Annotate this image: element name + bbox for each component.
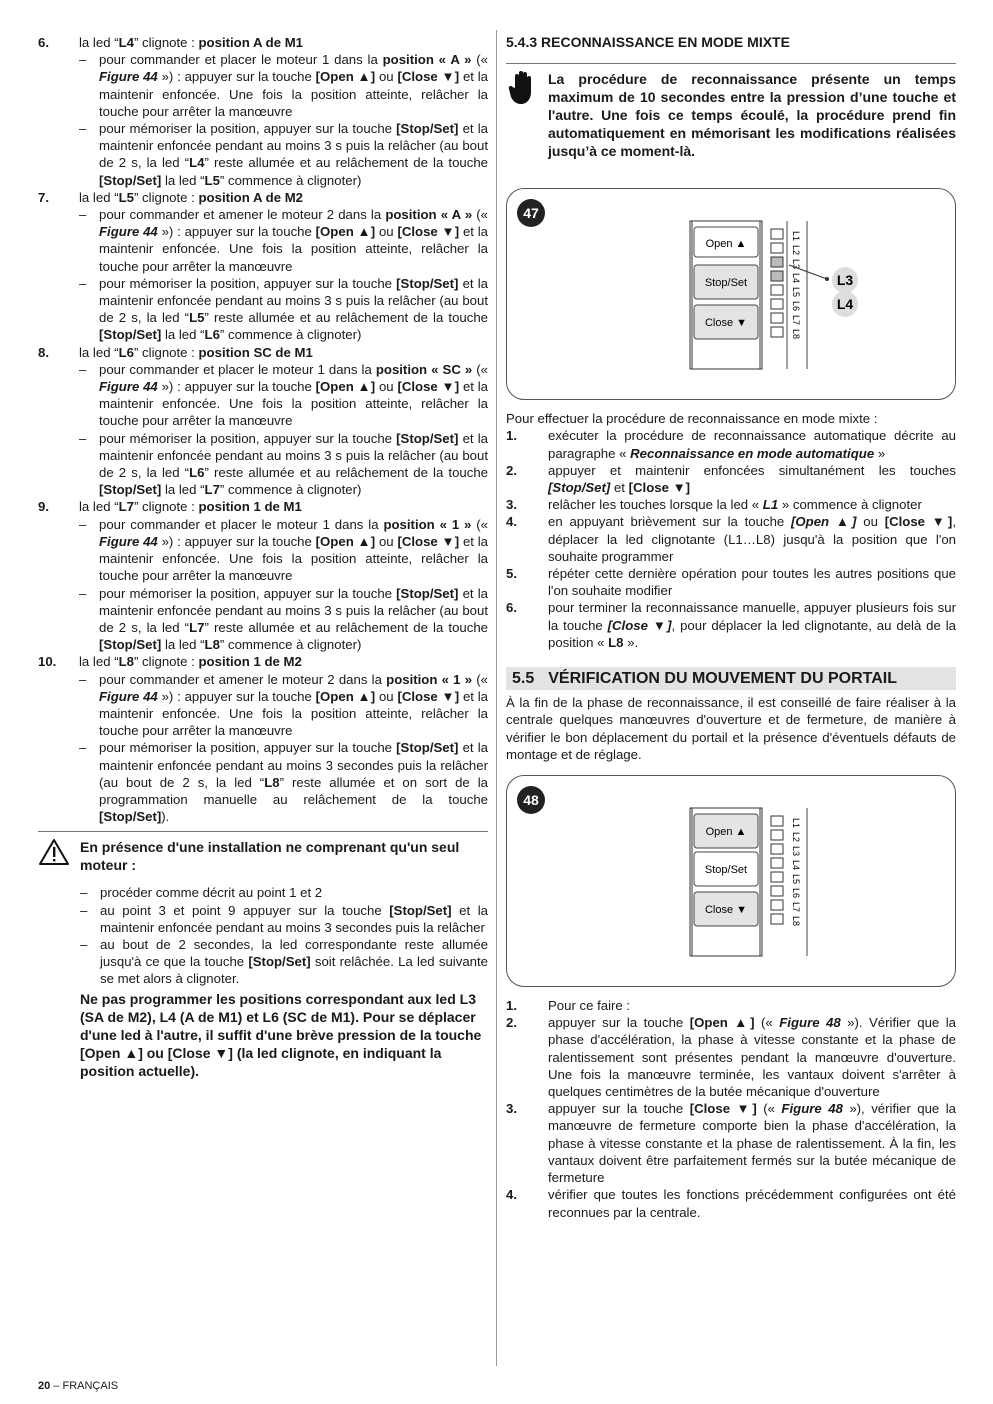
warning-text-c: et la maintenir enfoncée pendant au moins 3 secondes puis la relâcher xyxy=(100,902,488,935)
substep-text-b: [Stop/Set] xyxy=(396,740,459,756)
step-text-c: » xyxy=(874,445,886,461)
substep-text-a: pour mémoriser la position, appuyer sur la touche xyxy=(99,275,397,291)
step-led: L6 xyxy=(118,344,134,360)
step-number: 10. xyxy=(38,654,57,670)
numbered-step xyxy=(506,565,956,599)
substep-text-b: position « SC » xyxy=(375,361,473,377)
step-number: 4. xyxy=(506,514,517,530)
led-label: L7 xyxy=(791,315,801,326)
substep-text-i: et la maintenir enfoncée. Une fois la position atteinte, relâcher la touche pour arrêter la manœuvre xyxy=(99,379,489,429)
led-indicator xyxy=(771,872,783,882)
substep-text-g: la led “ xyxy=(161,327,205,343)
step-substep xyxy=(79,120,488,189)
led-label: L8 xyxy=(791,329,801,340)
step-text-b: [Open ▲] xyxy=(791,514,857,530)
substep-text-d: Figure 44 xyxy=(99,688,158,704)
substep-text-e: ” reste allumée et au relâchement de la touche xyxy=(204,310,489,326)
numbered-step xyxy=(506,496,956,513)
warning-text-a: au point 3 et point 9 appuyer sur la touche xyxy=(100,902,390,918)
numbered-step xyxy=(506,1100,956,1186)
figure-47-close-label: Close ▼ xyxy=(704,317,748,330)
substep-text-g: ou xyxy=(375,379,398,395)
warning-block xyxy=(38,831,488,874)
section-heading-5-4-3: 5.4.3 RECONNAISSANCE EN MODE MIXTE xyxy=(506,34,790,50)
step-text-a: exécuter la procédure de reconnaissance automatique décrite au paragraphe « xyxy=(548,428,956,461)
substep-text-a: pour mémoriser la position, appuyer sur la touche xyxy=(99,121,397,137)
program-step xyxy=(38,34,488,51)
substep-text-e: ») : appuyer sur la touche xyxy=(157,379,316,395)
substep-text-c: (« xyxy=(471,516,489,532)
led-label: L6 xyxy=(791,888,801,899)
substep-text-c: (« xyxy=(472,361,489,377)
substep-text-i: et la maintenir enfoncée. Une fois la position atteinte, relâcher la touche pour arrêter la manœuvre xyxy=(99,688,489,739)
substep-text-g: ou xyxy=(375,688,398,704)
step-number: 2. xyxy=(506,1015,517,1031)
substep-text-d: Figure 44 xyxy=(99,224,158,240)
substep-text-g: ou xyxy=(375,533,398,549)
led-indicator xyxy=(771,900,783,910)
led-label: L6 xyxy=(791,301,801,312)
substep-text-f: [Stop/Set] xyxy=(99,172,162,188)
step-intro-post: ” clignote : xyxy=(133,344,199,360)
substep-text-a: pour mémoriser la position, appuyer sur la touche xyxy=(99,585,397,601)
step-number: 1. xyxy=(506,428,517,444)
step-text-a: relâcher les touches lorsque la led « xyxy=(548,497,763,513)
section-heading-5-5 xyxy=(506,667,956,690)
step-intro-post: ” clignote : xyxy=(133,499,199,515)
step-text-c: » commence à clignoter xyxy=(778,497,922,513)
substep-text-e: ” reste allumée et au relâchement de la touche xyxy=(204,465,489,481)
substep-text-f: [Open ▲] xyxy=(315,688,376,704)
led-label: L1 xyxy=(791,818,801,829)
step-text-b: L1 xyxy=(762,497,779,513)
substep-text-h: [Close ▼] xyxy=(397,379,460,395)
substep-text-d: L6 xyxy=(189,465,205,481)
figure-47-open-label: Open ▲ xyxy=(705,238,747,251)
warning-text-a: au bout de 2 secondes, la led correspondante reste allumée jusqu'à ce que la touche xyxy=(100,936,488,970)
led-indicator xyxy=(771,229,783,239)
substep-text-a: pour mémoriser la position, appuyer sur la touche xyxy=(99,740,397,756)
led-indicator xyxy=(771,844,783,854)
step-intro-pre: la led “ xyxy=(79,654,119,670)
led-label: L4 xyxy=(791,860,801,871)
program-step xyxy=(38,344,488,361)
substep-text-h: [Close ▼] xyxy=(397,688,460,704)
step-number: 6. xyxy=(38,35,49,50)
led-indicator xyxy=(771,327,783,337)
verification-steps xyxy=(506,997,956,1221)
substep-text-c: (« xyxy=(472,207,489,223)
numbered-step xyxy=(506,1014,956,1100)
led-label: L5 xyxy=(791,287,801,298)
warning-item xyxy=(80,936,488,988)
led-indicator xyxy=(771,816,783,826)
dash-bullet: – xyxy=(79,121,87,137)
section-title: VÉRIFICATION DU MOUVEMENT DU PORTAIL xyxy=(548,670,897,688)
led-label: L3 xyxy=(791,259,801,270)
substep-text-i: et la maintenir enfoncée. Une fois la position atteinte, relâcher la touche pour arrêter la manœuvre xyxy=(99,533,489,584)
program-step xyxy=(38,653,488,670)
led-indicator xyxy=(771,914,783,924)
warning-item xyxy=(80,884,488,901)
step-text-b: [Stop/Set] xyxy=(548,480,611,496)
substep-text-i: ” commence à clignoter) xyxy=(219,172,362,188)
led-indicator xyxy=(771,858,783,868)
step-text-e: ». xyxy=(623,634,639,650)
hand-stop-icon xyxy=(506,70,548,160)
step-number: 6. xyxy=(506,600,517,616)
dash-bullet: – xyxy=(80,936,88,952)
substep-text-f: [Open ▲] xyxy=(315,224,376,240)
dash-bullet: – xyxy=(79,361,87,377)
figure-48-close-label: Close ▼ xyxy=(704,904,748,917)
step-number: 9. xyxy=(38,499,49,515)
step-intro-pre: la led “ xyxy=(79,344,119,360)
led-indicator xyxy=(771,830,783,840)
substep-text-h: L7 xyxy=(204,482,220,498)
dash-bullet: – xyxy=(79,52,87,68)
led-indicator xyxy=(771,243,783,253)
step-intro-pre: la led “ xyxy=(79,499,119,515)
step-text-a: appuyer sur la touche xyxy=(548,1015,690,1031)
numbered-step xyxy=(506,462,956,496)
step-substep xyxy=(79,430,488,499)
step-text-d: Figure 48 xyxy=(781,1101,843,1117)
substep-text-c: et la maintenir enfoncée pendant au moins 3 s puis la relâcher (au bout de 2 s, la led “ xyxy=(99,121,488,171)
figure-48-open-label: Open ▲ xyxy=(705,826,747,839)
substep-text-i: ” commence à clignoter) xyxy=(219,327,362,343)
substep-text-h: [Close ▼] xyxy=(397,69,460,85)
substep-text-i: et la maintenir enfoncée. Une fois la position atteinte, relâcher la touche pour arrêter la manœuvre xyxy=(99,69,489,119)
substep-text-h: L6 xyxy=(204,327,220,343)
led-label: L2 xyxy=(791,832,801,843)
substep-text-e: ») : appuyer sur la touche xyxy=(157,224,316,240)
dash-bullet: – xyxy=(79,740,87,756)
dash-bullet: – xyxy=(79,671,87,687)
numbered-step xyxy=(506,1186,956,1220)
led-label: L4 xyxy=(791,273,801,284)
led-indicator xyxy=(771,271,783,281)
substep-text-a: pour mémoriser la position, appuyer sur la touche xyxy=(99,430,397,446)
step-number: 7. xyxy=(38,189,49,205)
step-substep xyxy=(79,739,488,825)
substep-text-f: [Stop/Set] xyxy=(99,637,162,653)
step-text-a: en appuyant brièvement sur la touche xyxy=(548,514,792,530)
figure-48-stop-label: Stop/Set xyxy=(704,864,748,877)
led-indicator xyxy=(771,299,783,309)
column-divider xyxy=(496,30,497,1366)
substep-text-i: ” commence à clignoter) xyxy=(219,637,362,653)
substep-text-e: ») : appuyer sur la touche xyxy=(157,688,316,704)
step-intro xyxy=(79,35,303,50)
dash-bullet: – xyxy=(79,516,87,532)
substep-text-e: ») : appuyer sur la touche xyxy=(157,533,316,549)
substep-text-a: pour commander et amener le moteur 2 dans la xyxy=(99,671,387,687)
page-number: 20 xyxy=(38,1380,51,1392)
numbered-step xyxy=(506,997,956,1014)
led-indicator xyxy=(771,313,783,323)
step-number: 2. xyxy=(506,462,517,478)
substep-text-h: L8 xyxy=(204,637,220,653)
step-text-d: L8 xyxy=(608,634,624,650)
step-intro xyxy=(79,190,303,205)
step-text-d: [Close ▼] xyxy=(628,480,691,496)
substep-text-f: [Stop/Set] xyxy=(99,327,162,343)
substep-text-a: pour commander et placer le moteur 1 dans la xyxy=(99,516,384,532)
step-intro xyxy=(79,499,302,514)
substep-text-i: et la maintenir enfoncée. Une fois la position atteinte, relâcher la touche pour arrêter la manœuvre xyxy=(99,224,489,274)
step-substep xyxy=(79,206,488,275)
dash-bullet: – xyxy=(79,275,87,291)
dash-bullet: – xyxy=(80,902,88,918)
substep-text-h: [Close ▼] xyxy=(397,224,460,240)
warning-title: En présence d'une installation ne comprenant qu'un seul moteur : xyxy=(80,839,460,874)
figure-47 xyxy=(506,188,956,400)
mixte-steps xyxy=(506,427,956,651)
dash-bullet: – xyxy=(79,430,87,446)
step-text-a: appuyer sur la touche xyxy=(548,1101,690,1117)
substep-text-c: et la maintenir enfoncée pendant au moins 3 s puis la relâcher (au bout de 2 s, la led “ xyxy=(99,585,488,635)
page-footer xyxy=(38,1378,118,1395)
figure-48-badge: 48 xyxy=(517,786,545,814)
substep-text-b: position « A » xyxy=(385,207,473,223)
step-text-a: appuyer et maintenir enfoncées simultanément les touches xyxy=(548,462,956,478)
step-text-b: Reconnaissance en mode automatique xyxy=(630,445,875,461)
step-substep xyxy=(79,671,488,740)
figure-48 xyxy=(506,775,956,987)
substep-text-c: (« xyxy=(472,671,488,687)
step-number: 4. xyxy=(506,1187,517,1203)
figure-47-stop-label: Stop/Set xyxy=(704,277,748,290)
substep-text-e: ” reste allumée et au relâchement de la touche xyxy=(204,619,489,635)
substep-text-g: la led “ xyxy=(161,637,205,653)
substep-text-d: Figure 44 xyxy=(99,533,158,549)
substep-text-b: position « 1 » xyxy=(383,516,472,532)
warning-list xyxy=(80,884,488,987)
led-label: L3 xyxy=(791,846,801,857)
step-text-c: et xyxy=(610,480,629,496)
program-step xyxy=(38,498,488,515)
led-label: L2 xyxy=(791,245,801,256)
verification-paragraph: À la fin de la phase de reconnaissance, il est conseillé de faire réaliser à la centrale quelques manœuvres d'ouverture et de fermeture, de manière à vérifier le bon déplacement du portail et la présence d'éventuels défauts de montage et de réglage. xyxy=(506,695,956,762)
step-text-c: ou xyxy=(856,514,885,530)
step-substep xyxy=(79,585,488,654)
led-indicator xyxy=(771,257,783,267)
numbered-step xyxy=(506,513,956,565)
step-target: position SC de M1 xyxy=(198,344,313,360)
step-number: 3. xyxy=(506,1101,517,1117)
step-text-b: [Open ▲] xyxy=(689,1015,755,1031)
step-text-e: , déplacer la led clignotante (L1…L8) jusqu'à la position que l'on souhaite programmer xyxy=(548,514,956,564)
substep-text-g: ou xyxy=(375,224,398,240)
step-led: L7 xyxy=(118,499,134,515)
substep-text-e: ») : appuyer sur la touche xyxy=(157,69,316,85)
step-intro-post: ” clignote : xyxy=(133,654,199,670)
substep-text-c: et la maintenir enfoncée pendant au moins 3 secondes puis la relâcher (au bout de 2 s, la led “ xyxy=(99,740,488,790)
step-text-d: Figure 48 xyxy=(779,1015,841,1031)
substep-text-c: et la maintenir enfoncée pendant au moins 3 s puis la relâcher (au bout de 2 s, la led “ xyxy=(99,430,488,481)
substep-text-b: position « A » xyxy=(382,52,472,68)
substep-text-g: la led “ xyxy=(161,482,205,498)
substep-text-a: pour commander et placer le moteur 1 dans la xyxy=(99,52,383,68)
section-number: 5.5 xyxy=(512,670,535,688)
warning-item xyxy=(80,902,488,936)
dash-bullet: – xyxy=(80,885,88,901)
led-label: L8 xyxy=(791,916,801,927)
numbered-step xyxy=(506,427,956,461)
figure-47-callout-l3: L3 xyxy=(836,272,854,289)
program-step xyxy=(38,189,488,206)
substep-text-b: [Stop/Set] xyxy=(396,275,459,291)
step-text-d: [Close ▼] xyxy=(884,514,953,530)
led-indicator xyxy=(771,886,783,896)
step-text-c: , pour déplacer la led clignotante, au delà de la position « xyxy=(548,617,957,650)
figure-47-badge: 47 xyxy=(517,199,545,227)
substep-text-h: L5 xyxy=(204,172,220,188)
step-intro xyxy=(79,345,313,360)
figure-47-callout-l4: L4 xyxy=(836,296,854,313)
programming-steps xyxy=(38,34,488,825)
substep-text-b: [Stop/Set] xyxy=(396,430,459,446)
substep-text-b: position « 1 » xyxy=(386,671,473,687)
warning-text-a: procéder comme décrit au point 1 et 2 xyxy=(100,885,323,901)
substep-text-f: [Open ▲] xyxy=(315,379,376,395)
step-intro xyxy=(79,654,302,669)
substep-text-h: [Close ▼] xyxy=(397,533,460,549)
substep-text-a: pour commander et placer le moteur 1 dans la xyxy=(99,361,376,377)
substep-text-d: L8 xyxy=(264,774,280,790)
substep-text-g: ou xyxy=(375,69,398,85)
step-number: 1. xyxy=(506,998,517,1014)
hand-note xyxy=(506,63,956,160)
substep-text-g: ). xyxy=(161,809,170,825)
figure-48-panel xyxy=(507,776,957,986)
step-text-a: vérifier que toutes les fonctions précédemment configurées ont été reconnues par la centrale. xyxy=(548,1187,956,1220)
step-led: L8 xyxy=(118,654,134,670)
substep-text-b: [Stop/Set] xyxy=(396,121,459,137)
dash-bullet: – xyxy=(79,207,87,223)
substep-text-g: la led “ xyxy=(161,172,205,188)
substep-text-f: [Open ▲] xyxy=(315,69,376,85)
step-text-a: Pour ce faire : xyxy=(548,998,631,1014)
step-text-a: pour terminer la reconnaissance manuelle, appuyer plusieurs fois sur la touche xyxy=(548,600,956,633)
substep-text-b: [Stop/Set] xyxy=(396,585,459,601)
step-substep xyxy=(79,275,488,344)
led-label: L7 xyxy=(791,902,801,913)
substep-text-f: [Open ▲] xyxy=(315,533,376,549)
substep-text-f: [Stop/Set] xyxy=(99,482,162,498)
substep-text-e: ” reste allumée et on sort de la programmation manuelle au relâchement de la touche xyxy=(99,774,488,807)
step-text-b: [Close ▼] xyxy=(607,617,672,633)
step-text-e: »), vérifier que la manœuvre de fermeture comporte bien la phase d'accélération, la phase à vitesse constante et la phase de ralentissement. À la fin, les vantaux doivent être parfaitement fermés sur la butée mécanique de fermeture xyxy=(548,1101,956,1186)
step-led: L4 xyxy=(118,35,134,50)
step-substep xyxy=(79,516,488,585)
warning-triangle-icon xyxy=(38,838,80,874)
step-substep xyxy=(79,51,488,120)
numbered-step xyxy=(506,599,956,651)
mixte-intro: Pour effectuer la procédure de reconnaissance en mode mixte : xyxy=(506,411,878,427)
substep-text-f: [Stop/Set] xyxy=(99,809,162,825)
step-intro-pre: la led “ xyxy=(79,189,119,205)
step-target: position A de M1 xyxy=(198,35,304,50)
substep-text-i: ” commence à clignoter) xyxy=(219,482,362,498)
substep-text-a: pour commander et amener le moteur 2 dans la xyxy=(99,207,386,223)
substep-text-d: L7 xyxy=(189,619,205,635)
hand-note-text: La procédure de reconnaissance présente un temps maximum de 10 secondes entre la pression d’une touche et l'autre. Une fois ce temps écoulé, la procédure prend fin automatiquement en mémorisant les modifications réalisées jusqu’à ce moment-là. xyxy=(548,71,956,160)
led-indicator xyxy=(771,285,783,295)
step-intro-post: ” clignote : xyxy=(133,189,199,205)
step-intro-post: ” clignote : xyxy=(133,35,199,50)
substep-text-d: L5 xyxy=(189,310,205,326)
step-substep xyxy=(79,361,488,430)
step-target: position A de M2 xyxy=(198,189,304,205)
step-target: position 1 de M1 xyxy=(198,499,302,515)
warning-text-c: soit relâchée. La led suivante se met alors à clignoter. xyxy=(100,954,488,987)
footer-language: – FRANÇAIS xyxy=(50,1380,119,1392)
substep-text-e: ” reste allumée et au relâchement de la touche xyxy=(204,155,489,171)
step-intro-pre: la led “ xyxy=(79,35,119,50)
step-text-e: »). Vérifier que la phase d'accélération, la phase à vitesse constante et la phase de ralentissement sont présentes pendant la manœuvre d'ouverture. Une fois la manœuvre terminée, les vantaux doivent s'arrêter à quelques centimètres de la butée mécanique d'ouverture xyxy=(548,1015,956,1100)
substep-text-d: L4 xyxy=(189,155,205,171)
step-text-c: (« xyxy=(756,1101,782,1117)
warning-text-b: [Stop/Set] xyxy=(248,954,311,970)
step-text-b: [Close ▼] xyxy=(689,1101,757,1117)
step-text-c: (« xyxy=(754,1015,780,1031)
substep-text-d: Figure 44 xyxy=(99,379,158,395)
step-led: L5 xyxy=(118,189,134,205)
warning-text-b: [Stop/Set] xyxy=(389,902,452,918)
led-label: L1 xyxy=(791,231,801,242)
substep-text-c: (« xyxy=(471,52,489,68)
right-column xyxy=(506,34,956,1221)
step-target: position 1 de M2 xyxy=(198,654,302,670)
step-number: 5. xyxy=(506,566,517,582)
left-column xyxy=(38,34,488,1080)
dash-bullet: – xyxy=(79,585,87,601)
step-number: 8. xyxy=(38,344,49,360)
substep-text-d: Figure 44 xyxy=(99,69,158,85)
warning-bold-note: Ne pas programmer les positions correspondant aux led L3 (SA de M2), L4 (A de M1) et L6 (SC de M1). Pour se déplacer d'une led à l'autre, il suffit d'une brève pression de la touche [Open ▲] ou [Close ▼] (la led clignote, en indiquant la position actuelle). xyxy=(80,990,482,1079)
step-text-a: répéter cette dernière opération pour toutes les autres positions que l'on souhaite modifier xyxy=(548,566,956,599)
step-number: 3. xyxy=(506,497,517,513)
figure-47-panel xyxy=(507,189,957,399)
led-label: L5 xyxy=(791,874,801,885)
substep-text-c: et la maintenir enfoncée pendant au moins 3 s puis la relâcher (au bout de 2 s, la led “ xyxy=(99,275,488,326)
